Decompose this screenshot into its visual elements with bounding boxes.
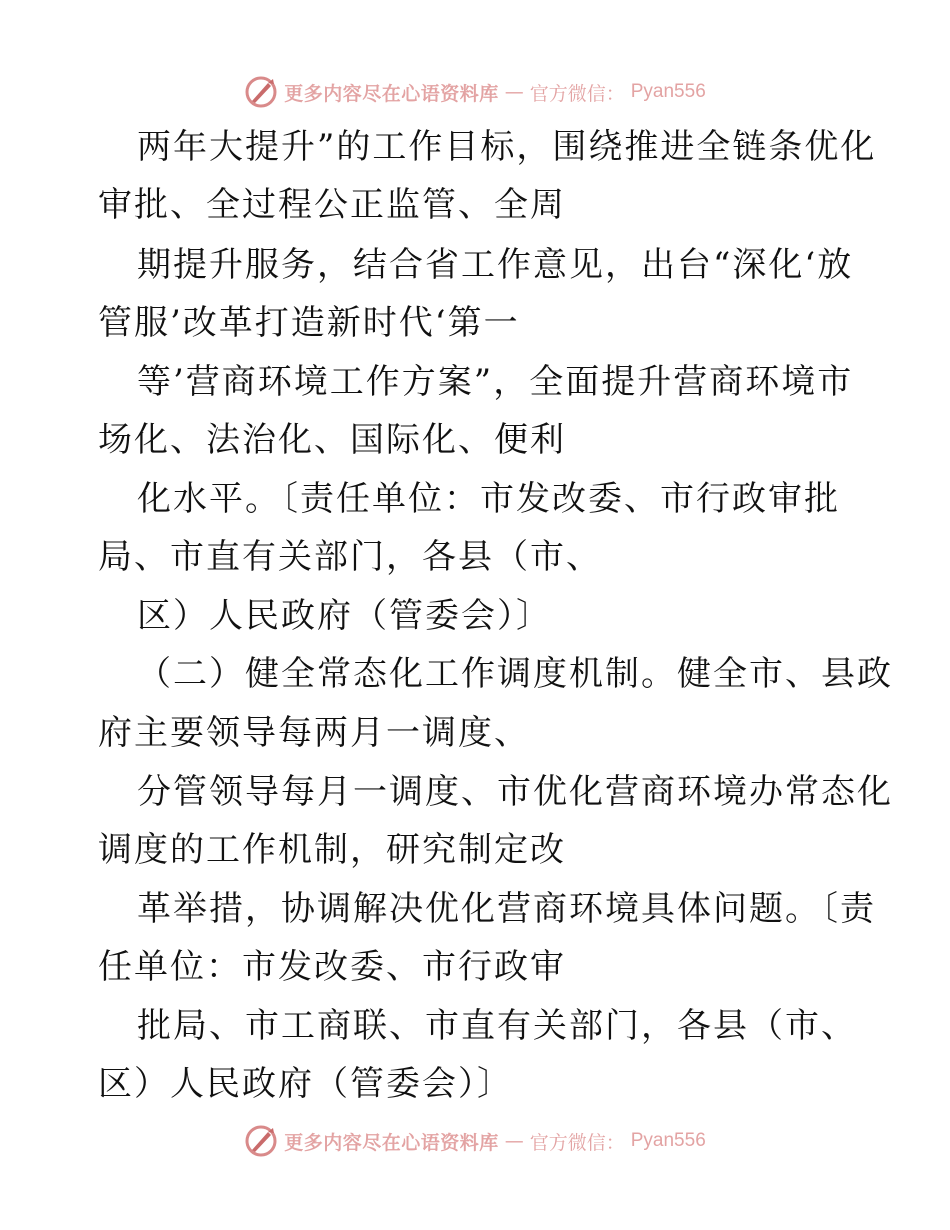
watermark-text: 更多内容尽在心语资料库: [284, 82, 499, 105]
watermark-id: Pyan556: [630, 1130, 706, 1151]
section-heading-line: （二）健全常态化工作调度机制。健全市、县政: [137, 654, 893, 694]
text-line: 期提升服务，结合省工作意见，出台“深化‘放: [137, 245, 854, 285]
watermark-label: 官方微信：: [529, 1131, 625, 1154]
watermark-header: [0, 72, 950, 112]
text-line: 区）人民政府（管委会）〕: [98, 1064, 513, 1104]
text-line: 审批、全过程公正监管、全周: [98, 185, 566, 225]
quill-logo-icon: [244, 75, 278, 109]
watermark-footer: [0, 1121, 950, 1161]
text-line: 局、市直有关部门，各县（市、: [98, 537, 602, 577]
text-line: 两年大提升”的工作目标，围绕推进全链条优化: [137, 127, 877, 167]
text-line: 管服’改革打造新时代‘第一: [98, 303, 520, 343]
watermark-label: 官方微信：: [529, 82, 625, 105]
text-line: 革举措，协调解决优化营商环境具体问题。〔责: [137, 889, 876, 929]
text-line: 化水平。〔责任单位：市发改委、市行政审批: [137, 479, 840, 519]
watermark-text: 更多内容尽在心语资料库: [284, 1131, 499, 1154]
text-line: 府主要领导每两月一调度、: [98, 713, 530, 753]
text-line: 分管领导每月一调度、市优化营商环境办常态化: [137, 772, 893, 812]
text-line: 区）人民政府（管委会）〕: [137, 596, 552, 636]
quill-logo-icon: [244, 1124, 278, 1158]
watermark-separator: —: [504, 81, 524, 103]
watermark-id: Pyan556: [630, 81, 706, 102]
text-line: 调度的工作机制，研究制定改: [98, 830, 566, 870]
watermark-separator: —: [504, 1130, 524, 1152]
text-line: 场化、法治化、国际化、便利: [98, 420, 566, 460]
text-line: 等’营商环境工作方案”，全面提升营商环境市: [137, 362, 854, 402]
text-line: 批局、市工商联、市直有关部门，各县（市、: [137, 1006, 857, 1046]
text-line: 任单位：市发改委、市行政审: [98, 947, 566, 987]
